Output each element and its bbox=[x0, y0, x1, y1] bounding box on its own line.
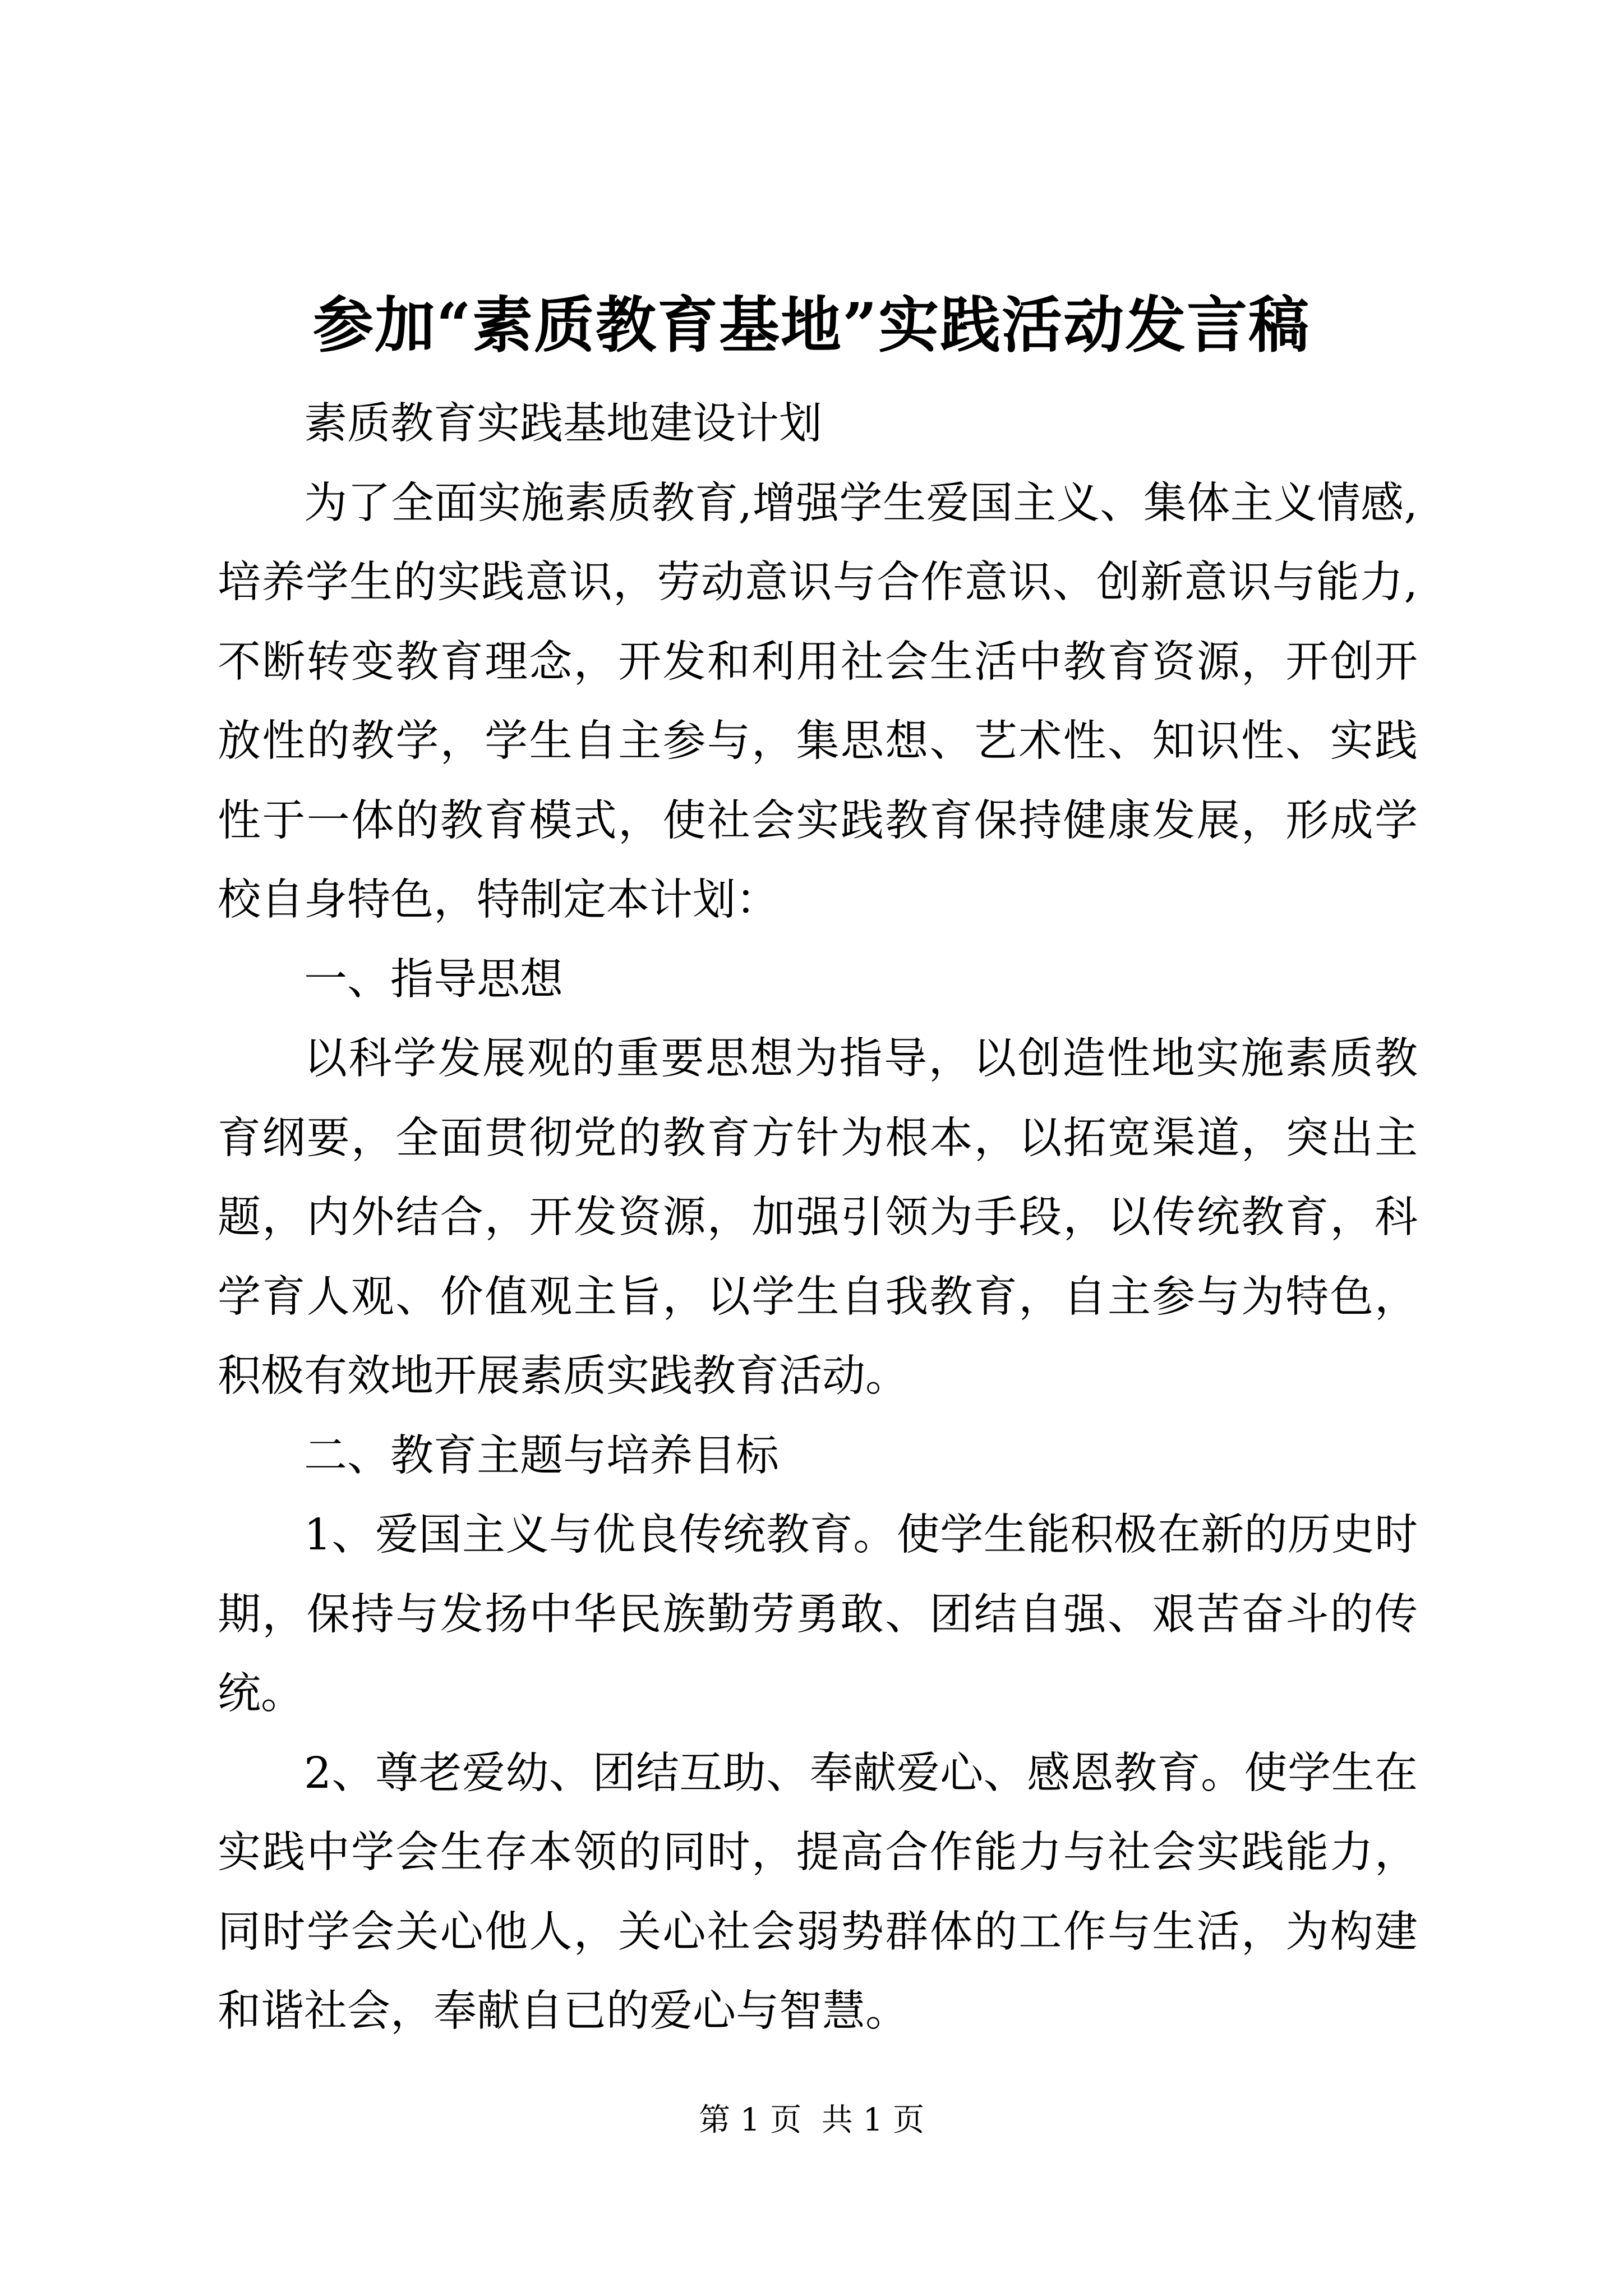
list-item-patriotism: 1、爱国主义与优良传统教育。使学生能积极在新的历史时期，保持与发扬中华民族勤劳勇敢、团结自强、艰苦奋斗的传统。 bbox=[218, 1510, 1418, 1719]
page-number-footer: 第 1 页 共 1 页 bbox=[698, 2102, 925, 2138]
paragraph-plan-heading: 素质教育实践基地建设计划 bbox=[304, 399, 822, 449]
section-heading-themes-goals: 二、教育主题与培养目标 bbox=[304, 1430, 779, 1481]
paragraph-intro: 为了全面实施素质教育,增强学生爱国主义、集体主义情感,培养学生的实践意识，劳动意识与合作意识、创新意识与能力,不断转变教育理念，开发和利用社会生活中教育资源，开创开放性的教学，学生自主参与，集思想、艺术性、知识性、实践性于一体的教育模式，使社会实践教育保持健康发展，形成学校自身特色，特制定本计划： bbox=[218, 478, 1418, 925]
document-body bbox=[218, 384, 1418, 2051]
document-title: 参加“素质教育基地”实践活动发言稿 bbox=[312, 290, 1311, 361]
section-heading-guiding-ideology: 一、指导思想 bbox=[304, 954, 563, 1005]
list-item-respect-care: 2、尊老爱幼、团结互助、奉献爱心、感恩教育。使学生在实践中学会生存本领的同时，提高合作能力与社会实践能力，同时学会关心他人，关心社会弱势群体的工作与生活，为构建和谐社会，奉献自已的爱心与智慧。 bbox=[218, 1748, 1418, 2036]
paragraph-guiding-ideology: 以科学发展观的重要思想为指导，以创造性地实施素质教育纲要，全面贯彻党的教育方针为根本，以拓宽渠道，突出主题，内外结合，开发资源，加强引领为手段，以传统教育，科学育人观、价值观主旨，以学生自我教育，自主参与为特色，积极有效地开展素质实践教育活动。 bbox=[218, 1034, 1418, 1401]
